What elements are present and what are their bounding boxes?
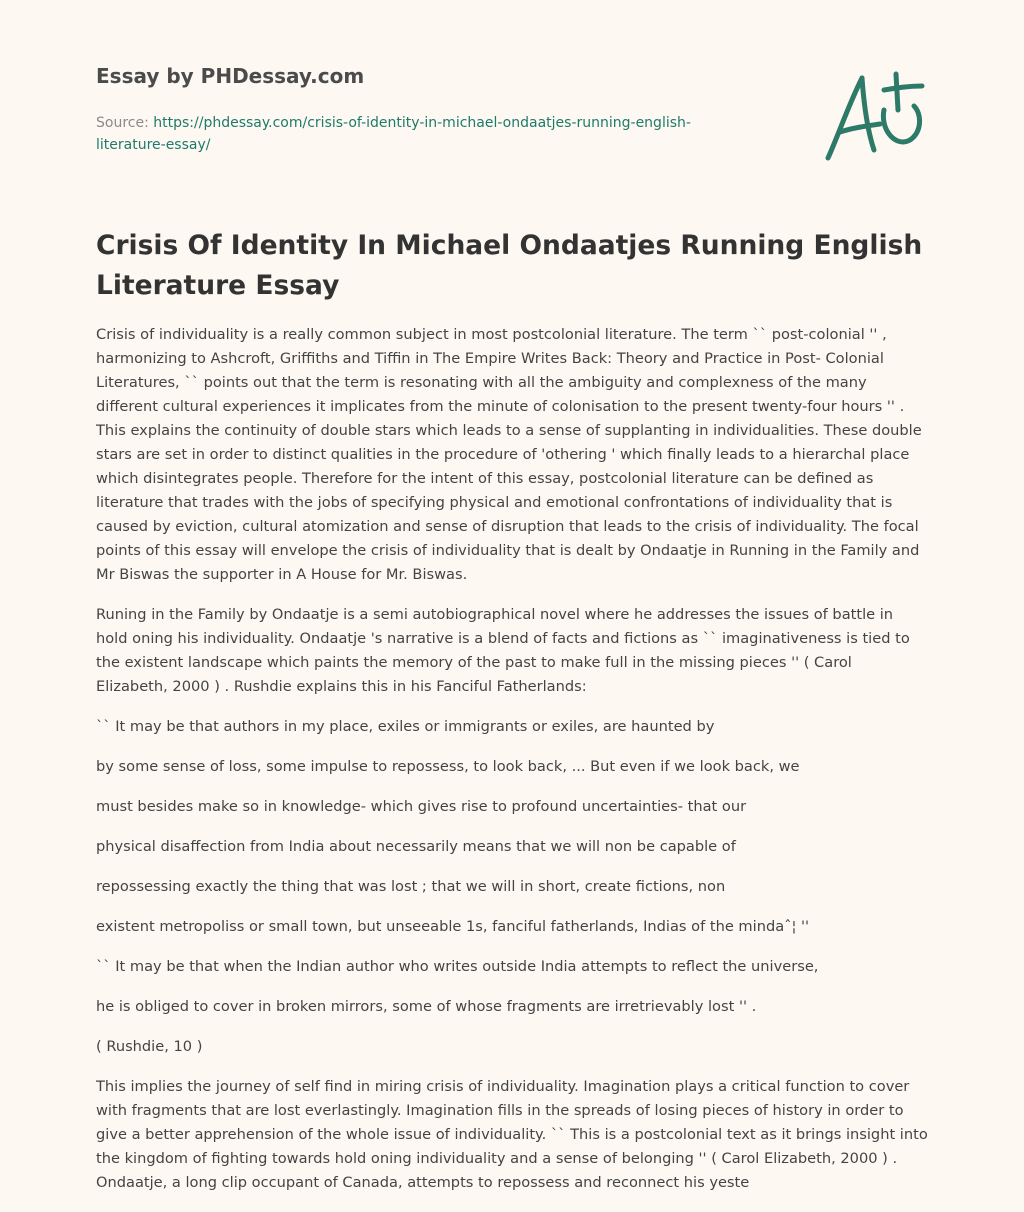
a-plus-logo-icon [818,66,930,166]
essay-paragraph-3: This implies the journey of self find in miring crisis of individuality. Imagination plays a critical function to cover with fragments that are lost everlastingly. Imagination fills in the spreads of losing pieces of history in order to give a better apprehension of the whole issue of individuality. `` This is a postcolonial text as it brings insight into the kingdom of fighting towards hold oning individuality and a sense of belonging '' ( Carol Elizabeth, 2000 ) . Ondaatje, a long clip occupant of Canada, attempts to repossess and reconnect his yeste [96,1078,928,1191]
source-label: Source: [96,115,149,131]
quote-line-3: must besides make so in knowledge- which gives rise to profound uncertainties- that our [96,798,747,815]
source-line [96,112,756,156]
quote-citation: ( Rushdie, 10 ) [96,1038,203,1055]
source-link[interactable] [96,115,691,153]
essay-paragraph-2: Runing in the Family by Ondaatje is a semi autobiographical novel where he addresses the issues of battle in hold oning his individuality. Ondaatje 's narrative is a blend of facts and fictions as `` imaginativeness is tied to the existent landscape which paints the memory of the past to make full in the missing pieces '' ( Carol Elizabeth, 2000 ) . Rushdie explains this in his Fanciful Fatherlands: [96,606,910,695]
essay-title: Crisis Of Identity In Michael Ondaatjes Running English Literature Essay [96,230,923,301]
site-title: Essay by PHDessay.com [96,64,365,88]
essay-content [96,323,928,1211]
quote-line-5: repossessing exactly the thing that was lost ; that we will in short, create fictions, non [96,878,726,895]
quote-line-4: physical disaffection from India about necessarily means that we will non be capable of [96,838,736,855]
essay-paragraph-1: Crisis of individuality is a really common subject in most postcolonial literature. The term `` post-colonial '' , harmonizing to Ashcroft, Griffiths and Tiffin in The Empire Writes Back: Theory and Practice in Post- Colonial Literatures, `` points out that the term is resonating with all the ambiguity and complexness of the many different cultural experiences it implicates from the minute of colonisation to the present twenty-four hours '' . This explains the continuity of double stars which leads to a sense of supplanting in individualities. These double stars are set in order to distinct qualities in the procedure of 'othering ' which finally leads to a hierarchal place which disintegrates people. Therefore for the intent of this essay, postcolonial literature can be defined as literature that trades with the jobs of specifying physical and emotional confrontations of individuality that is caused by eviction, cultural atomization and sense of disruption that leads to the crisis of individuality. The focal points of this essay will envelope the crisis of individuality that is dealt by Ondaatje in Running in the Family and Mr Biswas the supporter in A House for Mr. Biswas. [96,326,922,583]
quote-line-6: existent metropoliss or small town, but unseeable 1s, fanciful fatherlands, Indias of the mindaˆ¦ '' [96,918,810,935]
source-link-line2: literature-essay/ [96,137,211,153]
quote-line-7: `` It may be that when the Indian author who writes outside India attempts to reflect the universe, [96,958,819,975]
source-link-line1: https://phdessay.com/crisis-of-identity-in-michael-ondaatjes-running-english- [153,115,691,131]
quote-line-2: by some sense of loss, some impulse to repossess, to look back, ... But even if we look back, we [96,758,800,775]
quote-line-1: `` It may be that authors in my place, exiles or immigrants or exiles, are haunted by [96,718,715,735]
quote-line-8: he is obliged to cover in broken mirrors, some of whose fragments are irretrievably lost '' . [96,998,757,1015]
